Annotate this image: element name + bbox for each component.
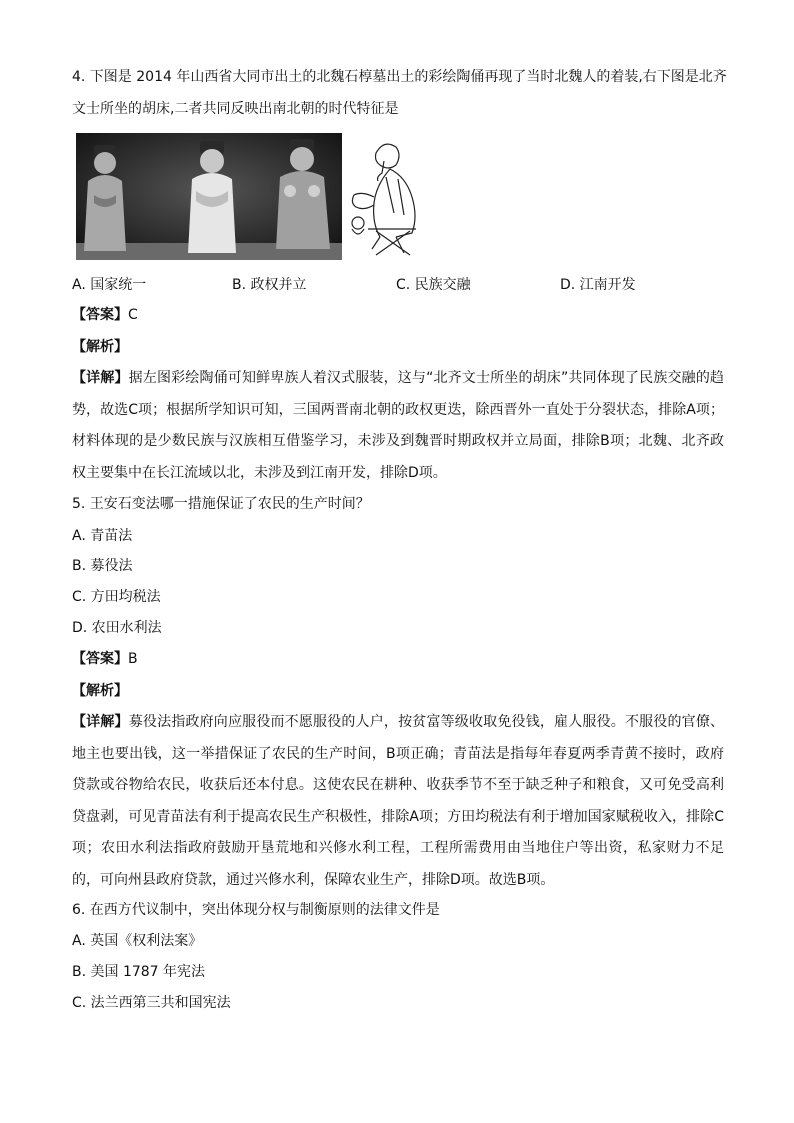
q5-option-c: C. 方田均税法 [72, 589, 161, 605]
q4-detail-text: 据左图彩绘陶俑可知鲜卑族人着汉式服装，这与“北齐文士所坐的胡床”共同体现了民族交融的趋势，故选C项；根据所学知识可知，三国两晋南北朝的政权更迭，除西晋外一直处于分裂状态，排除A项；材料体现的是少数民族与汉族相互借鉴学习，未涉及到魏晋时期政权并立局面，排除B项；北魏、北齐政权主要集中在长江流域以北，未涉及到江南开发，排除D项。 [72, 370, 724, 481]
pottery-figurines-photo [76, 133, 342, 260]
q5-stem: 5. 王安石变法哪一措施保证了农民的生产时间？ [72, 496, 370, 512]
q5-answer [72, 648, 734, 670]
q5-detail [72, 707, 724, 896]
q6-option-c: C. 法兰西第三共和国宪法 [72, 995, 231, 1011]
q4-option-d: D. 江南开发 [560, 277, 636, 293]
q6-option-b: B. 美国 1787 年宪法 [72, 964, 206, 980]
q5-answer-value: B [128, 651, 138, 667]
q4-answer-label: 【答案】 [72, 307, 128, 323]
q4-detail [72, 363, 724, 489]
q4-analysis-label: 【解析】 [72, 339, 128, 355]
q6-option-a: A. 英国《权利法案》 [72, 933, 203, 949]
q4-answer [72, 304, 734, 326]
q4-stem-line2: 文士所坐的胡床,二者共同反映出南北朝的时代特征是 [72, 101, 399, 117]
q5-answer-label: 【答案】 [72, 651, 128, 667]
q5-option-a: A. 青苗法 [72, 528, 133, 544]
q4-option-b: B. 政权并立 [232, 277, 307, 293]
q5-detail-label: 【详解】 [72, 714, 129, 730]
q4-answer-value: C [128, 307, 138, 323]
q5-option-d: D. 农田水利法 [72, 620, 162, 636]
q5-detail-text: 募役法指政府向应服役而不愿服役的人户，按贫富等级收取免役钱，雇人服役。不服役的官僚、地主也要出钱，这一举措保证了农民的生产时间，B项正确；青苗法是指每年春夏两季青黄不接时，政府贷款或谷物给农民，收获后还本付息。这使农民在耕种、收获季节不至于缺乏种子和粮食，又可免受高利贷盘剥，可见青苗法有利于提高农民生产积极性，排除A项；方田均税法有利于增加国家赋税收入，排除C项；农田水利法指政府鼓励开垦荒地和兴修水利工程，工程所需费用由当地住户等出资，私家财力不足的，可向州县政府贷款，通过兴修水利，保障农业生产，排除D项。故选B项。 [72, 714, 725, 888]
q5-option-b: B. 募役法 [72, 558, 133, 574]
scholar-on-folding-stool-sketch [346, 133, 432, 261]
q4-detail-label: 【详解】 [72, 370, 129, 386]
q5-analysis-label: 【解析】 [72, 683, 128, 699]
q6-stem: 6. 在西方代议制中，突出体现分权与制衡原则的法律文件是 [72, 902, 440, 918]
q4-option-a: A. 国家统一 [72, 277, 147, 293]
q4-option-c: C. 民族交融 [396, 277, 471, 293]
q4-stem-line1: 4. 下图是 2014 年山西省大同市出土的北魏石椁墓出土的彩绘陶俑再现了当时北魏人的着装,右下图是北齐 [72, 69, 727, 85]
